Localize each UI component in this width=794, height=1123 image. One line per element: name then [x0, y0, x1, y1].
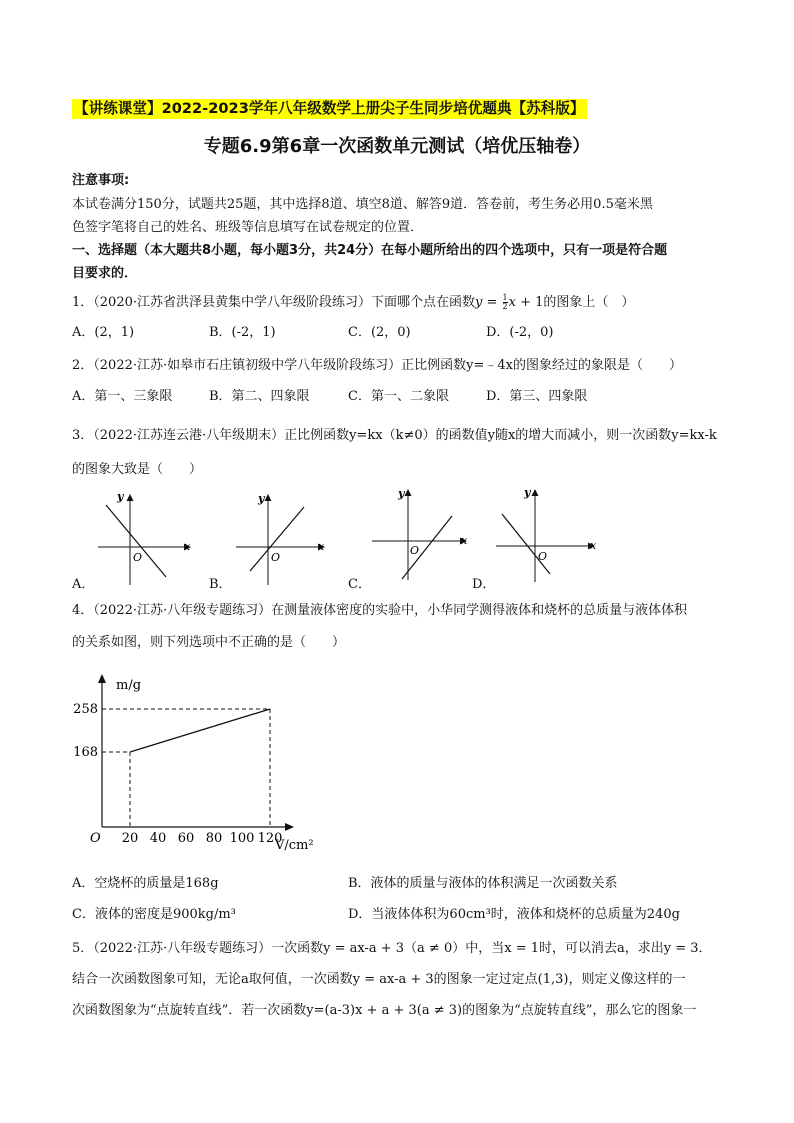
svg-text:O: O [538, 550, 548, 563]
x-tick-label: 80 [205, 831, 223, 846]
svg-text:y: y [524, 486, 531, 499]
svg-text:x: x [184, 540, 191, 553]
section-1-heading: 一、选择题（本大题共8小题，每小题3分，共24分）在每小题所给出的四个选项中，只有一项是符合题 [72, 243, 668, 258]
svg-text:y: y [117, 490, 124, 503]
x-axis-arrow [285, 823, 294, 831]
graph-d-line [502, 514, 550, 574]
y-tick-label: 258 [73, 702, 98, 717]
question-4-option-c: C．液体的密度是900kg/m³ [72, 907, 236, 922]
svg-text:y: y [398, 487, 405, 500]
question-5-line-3: 次函数图象为“点旋转直线”．若一次函数y=(a-3)x + a + 3(a ≠ 3)的图象为“点旋转直线”，那么它的图象一 [72, 1003, 697, 1018]
question-1-option-a: A．(2，1) [72, 325, 135, 340]
question-3-option-b: B． [209, 577, 232, 592]
svg-text:O: O [133, 551, 143, 564]
notice-line-2: 色签字笔将自己的姓名、班级等信息填写在试卷规定的位置． [72, 220, 424, 235]
question-3-option-d: D． [472, 577, 496, 592]
section-1-heading-cont: 目要求的． [72, 266, 138, 281]
question-1-option-b: B．(-2，1) [209, 325, 276, 340]
question-3-stem: 3．（2022·江苏连云港·八年级期末）正比例函数y=kx（k≠0）的函数值y随x的增大而减小，则一次函数y=kx-k [72, 428, 717, 443]
graph-option-a [88, 487, 208, 587]
x-tick-label: 40 [149, 831, 167, 846]
question-3-stem-cont: 的图象大致是（ ） [72, 462, 203, 477]
svg-text:O: O [410, 544, 420, 557]
notice-heading: 注意事项: [72, 173, 130, 188]
x-axis-label: V/cm² [275, 838, 314, 853]
svg-text:O: O [271, 551, 281, 564]
fraction: $\frac{1}{2}$ [502, 293, 508, 311]
question-4-option-a: A．空烧杯的质量是168g [72, 876, 219, 891]
question-1-option-c: C．(2，0) [348, 325, 411, 340]
question-3-option-a: A． [72, 577, 95, 592]
y-axis-label: m/g [116, 678, 142, 693]
question-4-option-d: D．当液体体积为60cm³时，液体和烧杯的总质量为240g [348, 907, 680, 922]
mass-volume-chart [73, 665, 340, 855]
svg-text:x: x [461, 534, 468, 547]
x-tick-label: 20 [121, 831, 139, 846]
question-2-option-d: D．第三、四象限 [486, 389, 588, 404]
question-3-option-c: C． [348, 577, 371, 592]
question-4-stem: 4．（2022·江苏·八年级专题练习）在测量液体密度的实验中，小华同学测得液体和烧杯的总质量与液体体积 [72, 603, 688, 618]
notice-line-1: 本试卷满分150分，试题共25题，其中选择8道、填空8道、解答9道．答卷前，考生务必用0.5毫米黑 [72, 197, 653, 212]
graph-a-line [106, 505, 166, 577]
data-line [130, 709, 270, 752]
question-2-stem: 2．（2022·江苏·如皋市石庄镇初级中学八年级阶段练习）正比例函数y=﹣4x的图象经过的象限是（ ） [72, 358, 682, 373]
x-tick-label: 60 [177, 831, 195, 846]
graph-option-d [492, 484, 612, 584]
svg-text:y: y [258, 492, 265, 505]
question-4-option-b: B．液体的质量与液体的体积满足一次函数关系 [348, 876, 618, 891]
svg-text:x: x [318, 540, 325, 553]
question-2-option-a: A．第一、三象限 [72, 389, 173, 404]
question-1-stem: 1．（2020·江苏省洪泽县黄集中学八年级阶段练习）下面哪个点在函数y = $\frac{1}{2}$ x + 1的图象上（ ） [72, 293, 635, 311]
origin-label: O [90, 831, 101, 846]
question-4-stem-cont: 的关系如图，则下列选项中不正确的是（ ） [72, 635, 346, 650]
svg-text:x: x [590, 539, 597, 552]
x-tick-label: 100 [229, 831, 255, 846]
question-5-line-1: 5．（2022·江苏·八年级专题练习）一次函数y = ax-a + 3（a ≠ 0）中，当x = 1时，可以消去a，求出y = 3． [72, 941, 712, 956]
graph-option-c [368, 484, 488, 584]
source-banner: 【讲练课堂】2022-2023学年八年级数学上册尖子生同步培优题典【苏科版】 [74, 100, 585, 117]
page-title: 专题6.9第6章一次函数单元测试（培优压轴卷） [203, 136, 591, 157]
question-2-option-c: C．第一、二象限 [348, 389, 449, 404]
y-tick-label: 168 [73, 745, 98, 760]
graph-option-b [228, 487, 348, 587]
question-5-line-2: 结合一次函数图象可知，无论a取何值，一次函数y = ax-a + 3的图象一定过定点(1,3)，则定义像这样的一 [72, 972, 686, 987]
question-2-option-b: B．第二、四象限 [209, 389, 310, 404]
x-tick-label: 120 [257, 831, 283, 846]
y-axis-arrow [98, 674, 106, 683]
question-1-option-d: D．(-2，0) [486, 325, 554, 340]
